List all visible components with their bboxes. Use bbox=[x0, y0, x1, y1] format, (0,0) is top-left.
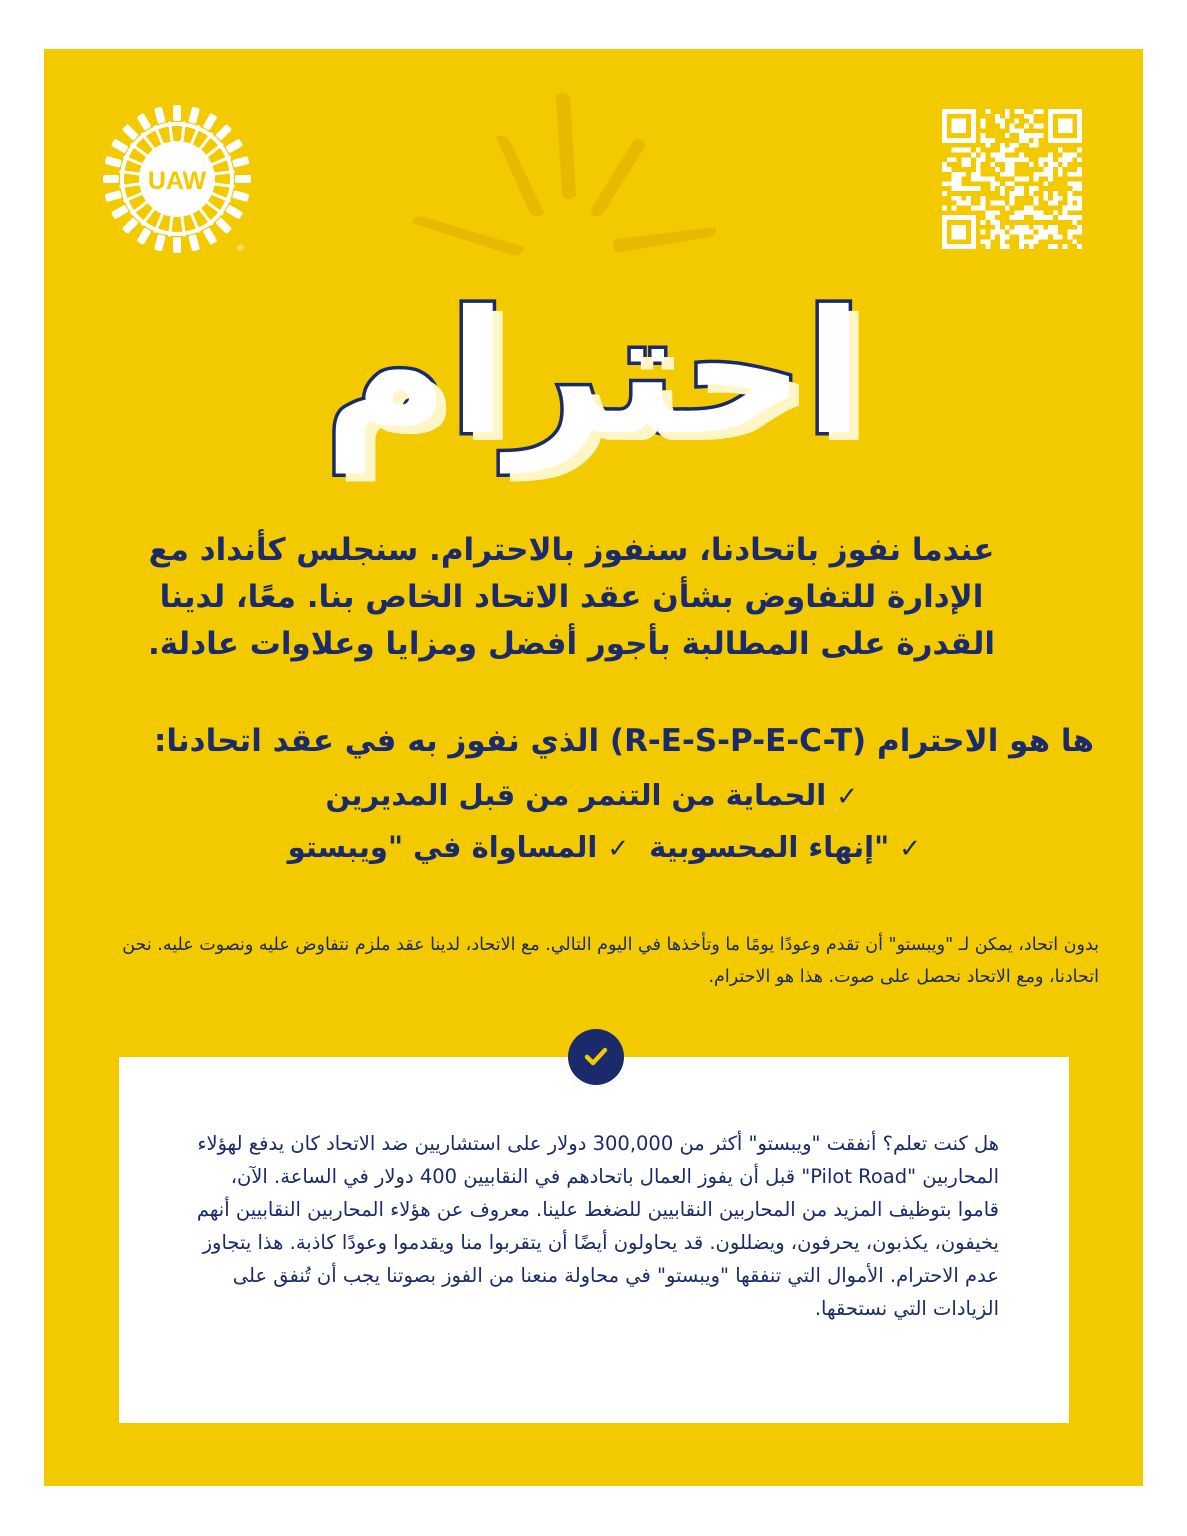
sunburst-icon bbox=[404, 85, 724, 275]
respect-list-heading: ها هو الاحترام (R-E-S-P-E-C-T) الذي نفوز به في عقد اتحادنا: bbox=[153, 723, 1094, 759]
check-icon: ✓ bbox=[607, 834, 630, 864]
page-title: احترام bbox=[324, 275, 863, 473]
respect-item-label: "إنهاء المحسوبية bbox=[649, 830, 890, 864]
check-icon: ✓ bbox=[836, 782, 858, 812]
logo-text: UAW bbox=[147, 167, 207, 195]
intro-paragraph: عندما نفوز باتحادنا، سنفوز بالاحترام. سنجلس كأنداد مع الإدارة للتفاوض بشأن عقد الاتحاد الخاص بنا. معًا، لدينا القدرة على المطالبة بأجور أفضل ومزايا وعلاوات عادلة. bbox=[147, 532, 996, 662]
respect-list-item bbox=[325, 775, 858, 817]
check-circle-icon bbox=[568, 1029, 624, 1085]
respect-list-row bbox=[288, 827, 921, 869]
qr-code-icon bbox=[942, 109, 1082, 249]
uaw-logo-icon bbox=[99, 101, 255, 257]
respect-item-label: المساواة في "ويبستو bbox=[287, 830, 598, 864]
respect-item-label: الحماية من التنمر من قبل المديرين bbox=[325, 778, 827, 812]
registered-mark: ® bbox=[236, 244, 245, 254]
check-icon: ✓ bbox=[899, 834, 921, 864]
union-note: بدون اتحاد، يمكن لـ "ويبستو" أن تقدم وعودًا يومًا ما وتأخذها في اليوم التالي. مع الاتحاد، لدينا عقد ملزم نتفاوض عليه ونصوت عليه. نحن اتحادنا، ومع الاتحاد نحصل على صوت. هذا هو الاحترام. bbox=[122, 935, 1099, 987]
did-you-know-text: هل كنت تعلم؟ أنفقت "ويبستو" أكثر من 300,000 دولار على استشاريين ضد الاتحاد كان يدفع لهؤلاء المحاربين "Pilot Road" قبل أن يفوز العمال باتحادهم في النقابيين 400 دولار في الساعة. الآن، قاموا بتوظيف المزيد من المحاربين النقابيين للضغط علينا. معروف عن هؤلاء المحاربين النقابيين أنهم يخيفون، يكذبون، يحرفون، ويضللون. قد يحاولون أيضًا أن يتقربوا منا ويقدموا وعودًا كاذبة. هذا يتجاوز عدم الاحترام. الأموال التي تنفقها "ويبستو" في محاولة منعنا من الفوز بصوتنا يجب أن تُنفق على الزيادات التي نستحقها. bbox=[196, 1132, 999, 1320]
poster bbox=[44, 49, 1143, 1486]
